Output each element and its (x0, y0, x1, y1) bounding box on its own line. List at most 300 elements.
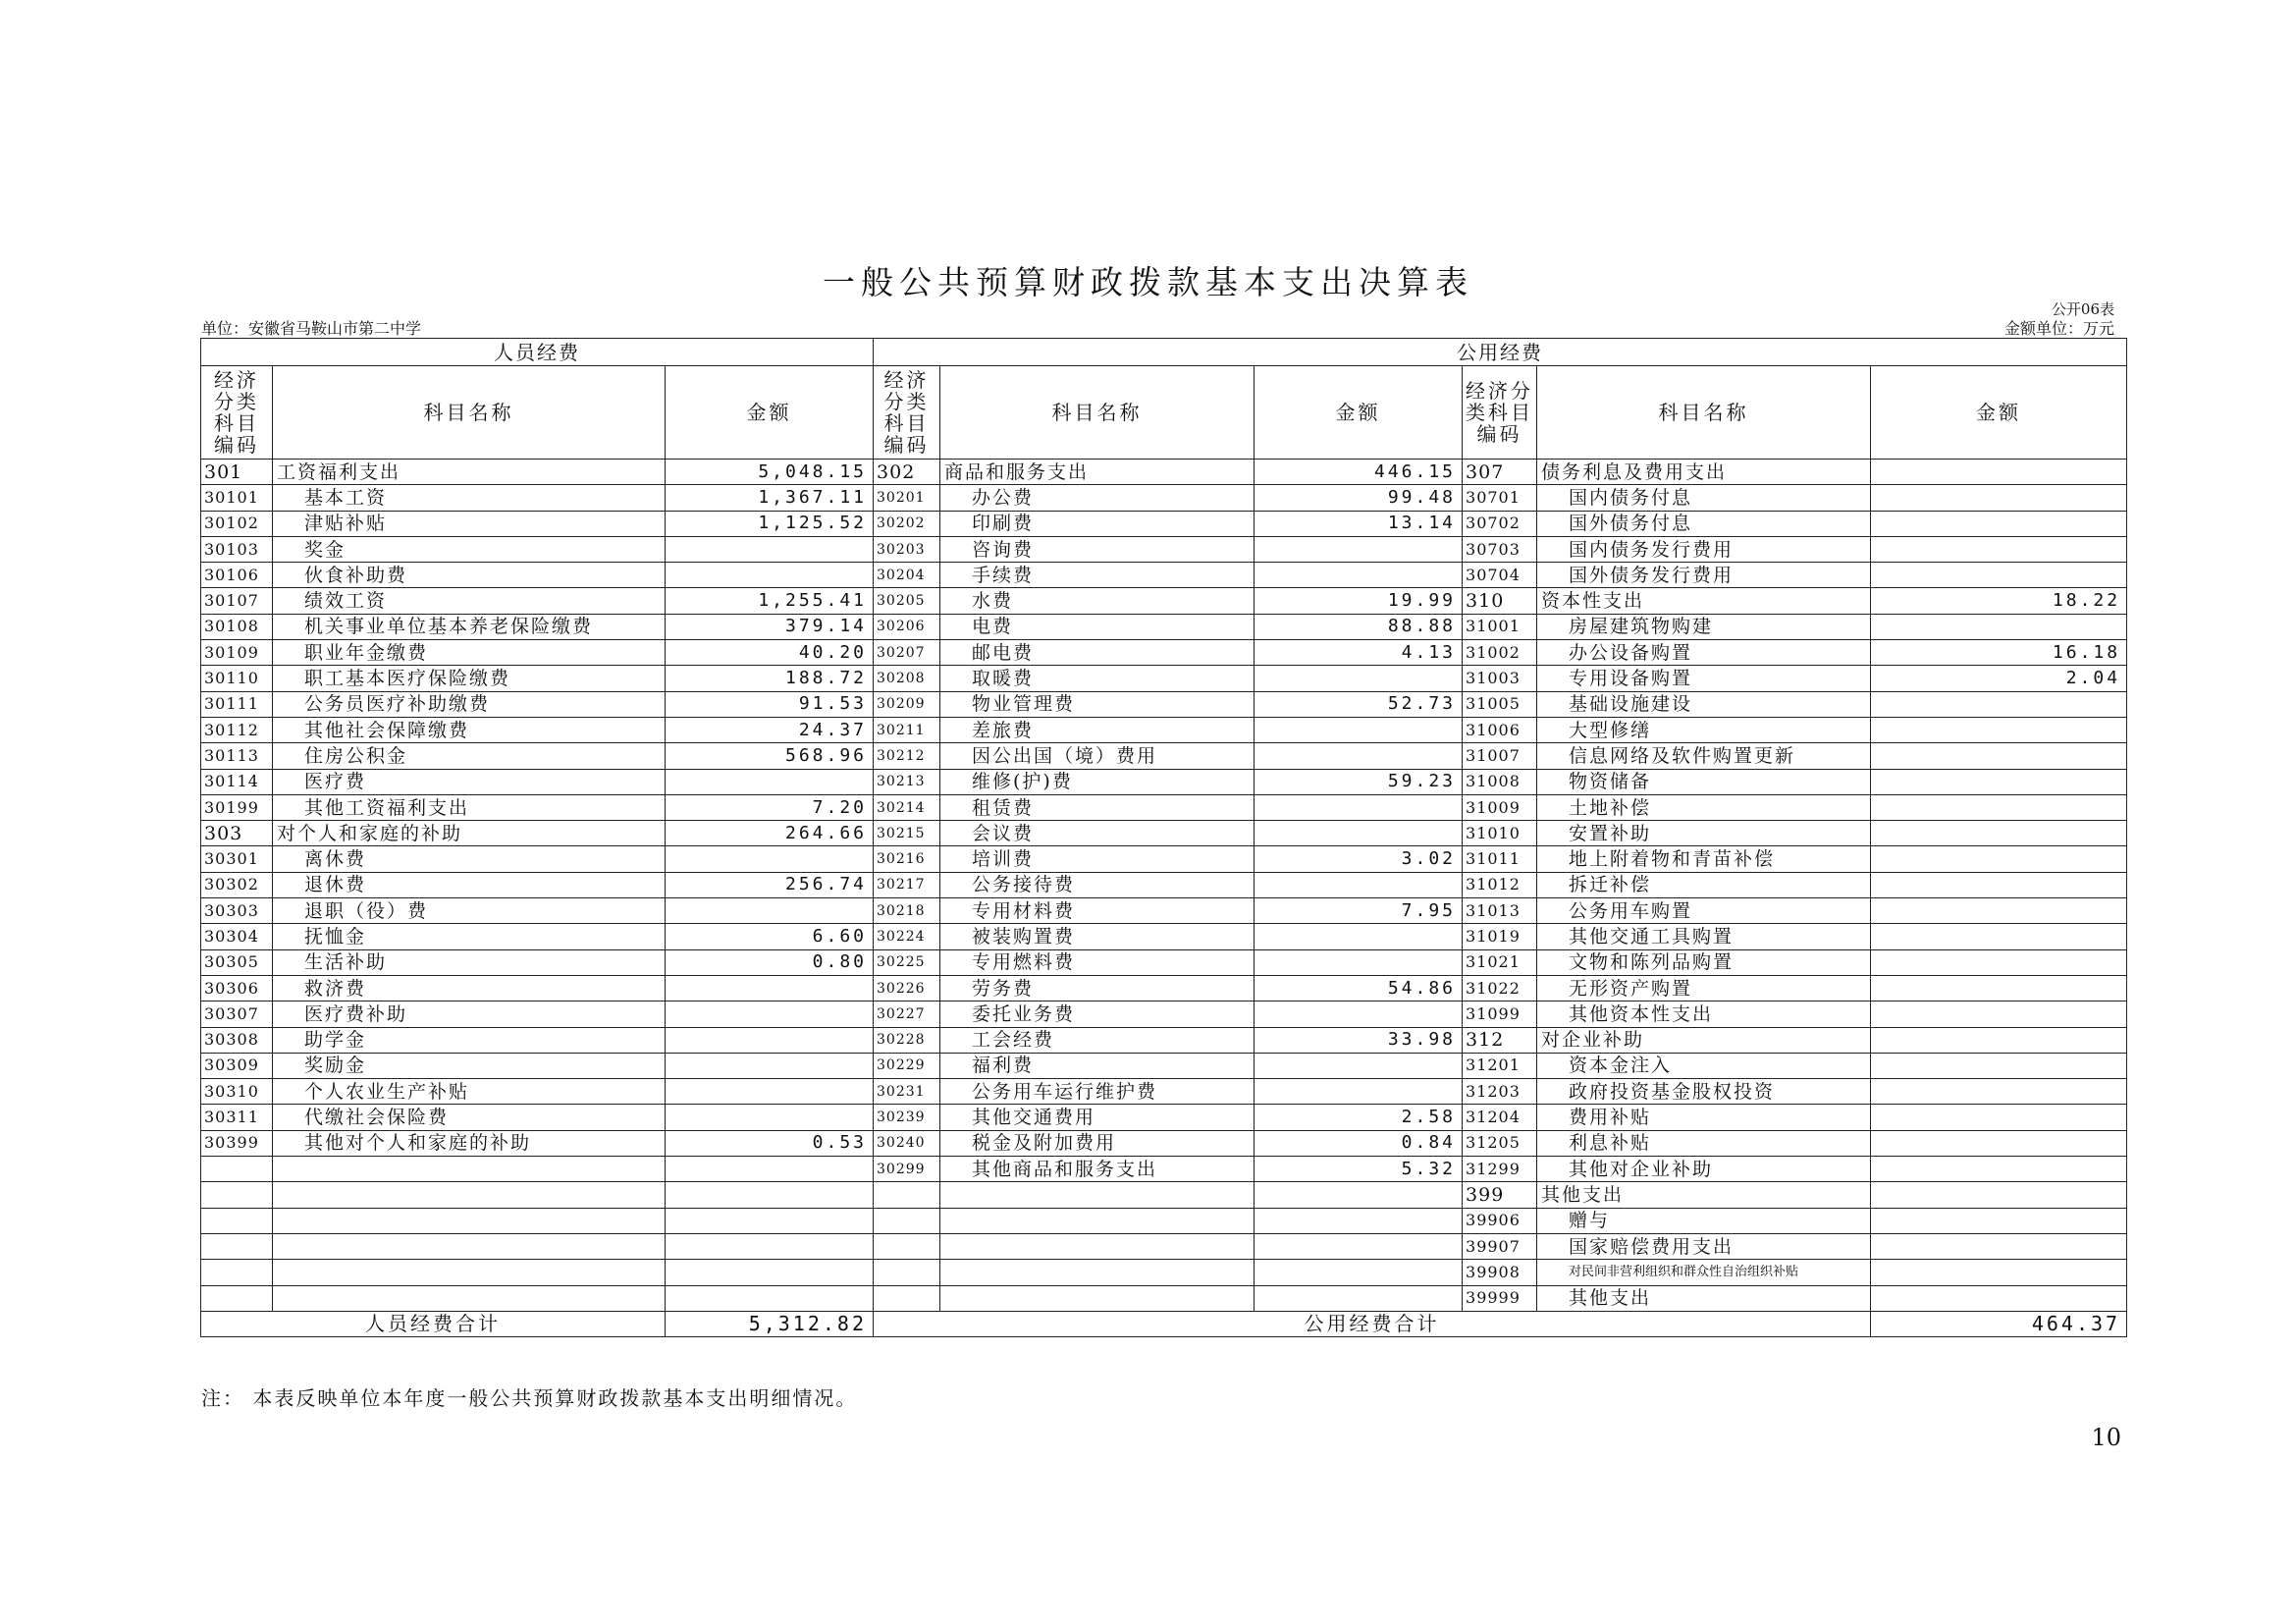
header-amount: 金额 (1255, 366, 1463, 460)
footnote: 注： 本表反映单位本年度一般公共预算财政拨款基本支出明细情况。 (201, 1386, 858, 1410)
personnel-amount-cell: 264.66 (666, 821, 874, 846)
public-name-cell: 邮电费 (940, 640, 1255, 666)
public-amount-cell: 54.86 (1255, 975, 1463, 1001)
personnel-amount-cell (666, 1233, 874, 1259)
personnel-name-cell: 伙食补助费 (273, 563, 666, 588)
other-name-cell: 物资储备 (1537, 769, 1871, 794)
public-name-cell: 会议费 (940, 821, 1255, 846)
personnel-name-cell: 其他社会保障缴费 (273, 717, 666, 742)
personnel-name-cell (273, 1285, 666, 1311)
public-name-cell: 工会经费 (940, 1027, 1255, 1053)
other-name-cell: 其他支出 (1537, 1285, 1871, 1311)
personnel-name-cell (273, 1157, 666, 1182)
personnel-amount-cell: 1,125.52 (666, 511, 874, 536)
personnel-name-cell: 抚恤金 (273, 924, 666, 949)
personnel-code-cell: 30103 (201, 536, 273, 562)
personnel-name-cell: 医疗费补助 (273, 1001, 666, 1027)
personnel-code-cell: 30302 (201, 872, 273, 897)
other-code-cell: 39907 (1463, 1233, 1537, 1259)
other-name-cell: 国外债务付息 (1537, 511, 1871, 536)
personnel-name-cell (273, 1208, 666, 1233)
personnel-amount-cell: 0.53 (666, 1130, 874, 1156)
public-amount-cell (1255, 563, 1463, 588)
personnel-amount-cell: 1,367.11 (666, 485, 874, 511)
public-code-cell: 30207 (874, 640, 940, 666)
other-amount-cell (1871, 460, 2127, 485)
public-code-cell: 30205 (874, 588, 940, 614)
public-code-cell: 30209 (874, 691, 940, 717)
personnel-code-cell: 30305 (201, 949, 273, 975)
public-code-cell: 30229 (874, 1053, 940, 1078)
personnel-name-cell: 公务员医疗补助缴费 (273, 691, 666, 717)
public-amount-cell: 3.02 (1255, 846, 1463, 872)
other-code-cell: 31299 (1463, 1157, 1537, 1182)
personnel-code-cell: 303 (201, 821, 273, 846)
table-row (201, 1027, 2127, 1053)
personnel-amount-cell (666, 563, 874, 588)
personnel-amount-cell (666, 1001, 874, 1027)
personnel-name-cell (273, 1182, 666, 1208)
other-name-cell: 专用设备购置 (1537, 666, 1871, 691)
personnel-code-cell: 30106 (201, 563, 273, 588)
other-code-cell: 39906 (1463, 1208, 1537, 1233)
other-code-cell: 31010 (1463, 821, 1537, 846)
personnel-code-cell: 30111 (201, 691, 273, 717)
other-amount-cell (1871, 511, 2127, 536)
personnel-amount-cell (666, 1285, 874, 1311)
other-code-cell: 312 (1463, 1027, 1537, 1053)
personnel-code-cell (201, 1208, 273, 1233)
public-code-cell: 30215 (874, 821, 940, 846)
other-amount-cell (1871, 872, 2127, 897)
table-row (201, 949, 2127, 975)
table-row (201, 614, 2127, 639)
other-code-cell: 31203 (1463, 1079, 1537, 1105)
public-name-cell: 手续费 (940, 563, 1255, 588)
public-name-cell: 其他交通费用 (940, 1105, 1255, 1130)
public-amount-cell: 7.95 (1255, 898, 1463, 924)
personnel-code-cell: 30399 (201, 1130, 273, 1156)
public-name-cell: 物业管理费 (940, 691, 1255, 717)
other-code-cell: 31205 (1463, 1130, 1537, 1156)
public-amount-cell (1255, 794, 1463, 820)
header-code: 经济分类科目编码 (874, 366, 940, 460)
personnel-amount-cell: 379.14 (666, 614, 874, 639)
personnel-name-cell: 工资福利支出 (273, 460, 666, 485)
other-name-cell: 拆迁补偿 (1537, 872, 1871, 897)
table-row (201, 1285, 2127, 1311)
other-code-cell: 399 (1463, 1182, 1537, 1208)
personnel-name-cell: 职工基本医疗保险缴费 (273, 666, 666, 691)
table-row (201, 717, 2127, 742)
public-name-cell (940, 1208, 1255, 1233)
public-amount-cell: 13.14 (1255, 511, 1463, 536)
other-name-cell: 土地补偿 (1537, 794, 1871, 820)
header-name: 科目名称 (940, 366, 1255, 460)
other-name-cell: 办公设备购置 (1537, 640, 1871, 666)
other-name-cell: 资本金注入 (1537, 1053, 1871, 1078)
personnel-code-cell: 30114 (201, 769, 273, 794)
personnel-code-cell (201, 1260, 273, 1285)
public-amount-cell (1255, 821, 1463, 846)
other-amount-cell: 18.22 (1871, 588, 2127, 614)
public-amount-cell (1255, 666, 1463, 691)
other-amount-cell (1871, 614, 2127, 639)
form-number: 公开06表 (2051, 300, 2114, 318)
public-code-cell (874, 1285, 940, 1311)
other-name-cell: 其他交通工具购置 (1537, 924, 1871, 949)
public-name-cell: 租赁费 (940, 794, 1255, 820)
other-name-cell: 基础设施建设 (1537, 691, 1871, 717)
other-code-cell: 31005 (1463, 691, 1537, 717)
public-amount-cell: 19.99 (1255, 588, 1463, 614)
personnel-name-cell: 对个人和家庭的补助 (273, 821, 666, 846)
public-code-cell: 30213 (874, 769, 940, 794)
public-code-cell: 30212 (874, 743, 940, 769)
public-code-cell (874, 1182, 940, 1208)
public-name-cell: 差旅费 (940, 717, 1255, 742)
header-amount: 金额 (666, 366, 874, 460)
public-name-cell: 水费 (940, 588, 1255, 614)
public-code-cell: 30226 (874, 975, 940, 1001)
table-row (201, 794, 2127, 820)
personnel-amount-cell: 91.53 (666, 691, 874, 717)
public-name-cell (940, 1182, 1255, 1208)
section-personnel: 人员经费 (201, 339, 874, 366)
other-amount-cell (1871, 1233, 2127, 1259)
public-name-cell: 其他商品和服务支出 (940, 1157, 1255, 1182)
personnel-amount-cell (666, 1260, 874, 1285)
public-amount-cell: 446.15 (1255, 460, 1463, 485)
personnel-amount-cell (666, 1053, 874, 1078)
other-name-cell: 国内债务付息 (1537, 485, 1871, 511)
other-code-cell: 31019 (1463, 924, 1537, 949)
table-row (201, 563, 2127, 588)
other-name-cell: 国家赔偿费用支出 (1537, 1233, 1871, 1259)
personnel-name-cell: 绩效工资 (273, 588, 666, 614)
public-name-cell: 咨询费 (940, 536, 1255, 562)
section-public: 公用经费 (874, 339, 2127, 366)
other-amount-cell (1871, 898, 2127, 924)
personnel-amount-cell (666, 846, 874, 872)
public-amount-cell: 52.73 (1255, 691, 1463, 717)
public-amount-cell (1255, 924, 1463, 949)
public-code-cell: 30225 (874, 949, 940, 975)
public-name-cell: 办公费 (940, 485, 1255, 511)
public-amount-cell: 88.88 (1255, 614, 1463, 639)
public-code-cell (874, 1208, 940, 1233)
other-code-cell: 30701 (1463, 485, 1537, 511)
budget-table (200, 338, 2127, 1337)
other-code-cell: 31022 (1463, 975, 1537, 1001)
other-name-cell: 其他支出 (1537, 1182, 1871, 1208)
other-amount-cell (1871, 821, 2127, 846)
other-amount-cell (1871, 563, 2127, 588)
other-amount-cell (1871, 1027, 2127, 1053)
personnel-code-cell: 30113 (201, 743, 273, 769)
personnel-amount-cell (666, 769, 874, 794)
personnel-amount-cell: 40.20 (666, 640, 874, 666)
other-code-cell: 30702 (1463, 511, 1537, 536)
public-amount-cell (1255, 536, 1463, 562)
public-amount-cell: 99.48 (1255, 485, 1463, 511)
table-row (201, 511, 2127, 536)
public-amount-cell (1255, 1260, 1463, 1285)
public-amount-cell (1255, 1182, 1463, 1208)
personnel-code-cell: 30112 (201, 717, 273, 742)
other-code-cell: 31011 (1463, 846, 1537, 872)
personnel-name-cell: 职业年金缴费 (273, 640, 666, 666)
personnel-name-cell: 退休费 (273, 872, 666, 897)
header-code: 经济分类科目编码 (201, 366, 273, 460)
other-amount-cell (1871, 1285, 2127, 1311)
other-name-cell: 利息补贴 (1537, 1130, 1871, 1156)
public-code-cell: 302 (874, 460, 940, 485)
personnel-name-cell: 住房公积金 (273, 743, 666, 769)
public-code-cell: 30202 (874, 511, 940, 536)
personnel-code-cell: 30309 (201, 1053, 273, 1078)
public-code-cell: 30216 (874, 846, 940, 872)
other-name-cell: 信息网络及软件购置更新 (1537, 743, 1871, 769)
public-name-cell: 劳务费 (940, 975, 1255, 1001)
public-amount-cell (1255, 872, 1463, 897)
personnel-code-cell: 30307 (201, 1001, 273, 1027)
personnel-name-cell (273, 1233, 666, 1259)
personnel-code-cell: 30304 (201, 924, 273, 949)
table-row (201, 743, 2127, 769)
personnel-name-cell (273, 1260, 666, 1285)
other-amount-cell (1871, 1130, 2127, 1156)
personnel-amount-cell: 24.37 (666, 717, 874, 742)
table-row (201, 1208, 2127, 1233)
personnel-code-cell: 30101 (201, 485, 273, 511)
header-name: 科目名称 (273, 366, 666, 460)
personnel-name-cell: 退职（役）费 (273, 898, 666, 924)
other-name-cell: 对民间非营利组织和群众性自治组织补贴 (1537, 1260, 1871, 1285)
other-code-cell: 31021 (1463, 949, 1537, 975)
table-row (201, 769, 2127, 794)
personnel-amount-cell (666, 1208, 874, 1233)
public-amount-cell (1255, 1233, 1463, 1259)
other-code-cell: 30703 (1463, 536, 1537, 562)
public-name-cell: 委托业务费 (940, 1001, 1255, 1027)
other-code-cell: 31002 (1463, 640, 1537, 666)
personnel-amount-cell (666, 975, 874, 1001)
public-amount-cell: 0.84 (1255, 1130, 1463, 1156)
table-row (201, 821, 2127, 846)
other-code-cell: 31003 (1463, 666, 1537, 691)
public-amount-cell (1255, 949, 1463, 975)
table-row (201, 1182, 2127, 1208)
other-name-cell: 其他资本性支出 (1537, 1001, 1871, 1027)
public-code-cell: 30211 (874, 717, 940, 742)
public-amount-cell: 5.32 (1255, 1157, 1463, 1182)
public-code-cell: 30214 (874, 794, 940, 820)
header-code: 经济分类科目编码 (1463, 366, 1537, 460)
public-total-amount: 464.37 (1871, 1311, 2127, 1336)
public-name-cell: 维修(护)费 (940, 769, 1255, 794)
personnel-amount-cell (666, 898, 874, 924)
personnel-name-cell: 奖励金 (273, 1053, 666, 1078)
other-code-cell: 31007 (1463, 743, 1537, 769)
table-row (201, 1260, 2127, 1285)
personnel-amount-cell (666, 1157, 874, 1182)
other-amount-cell (1871, 1157, 2127, 1182)
public-code-cell: 30201 (874, 485, 940, 511)
personnel-code-cell: 301 (201, 460, 273, 485)
other-amount-cell (1871, 717, 2127, 742)
public-name-cell: 福利费 (940, 1053, 1255, 1078)
public-code-cell (874, 1233, 940, 1259)
table-row (201, 691, 2127, 717)
table-row (201, 1079, 2127, 1105)
other-name-cell: 国内债务发行费用 (1537, 536, 1871, 562)
other-name-cell: 费用补贴 (1537, 1105, 1871, 1130)
table-row (201, 1105, 2127, 1130)
other-amount-cell (1871, 1053, 2127, 1078)
other-name-cell: 资本性支出 (1537, 588, 1871, 614)
public-amount-cell (1255, 1285, 1463, 1311)
table-row (201, 666, 2127, 691)
other-name-cell: 文物和陈列品购置 (1537, 949, 1871, 975)
table-row (201, 1130, 2127, 1156)
other-amount-cell (1871, 1182, 2127, 1208)
personnel-amount-cell: 1,255.41 (666, 588, 874, 614)
other-name-cell: 地上附着物和青苗补偿 (1537, 846, 1871, 872)
personnel-name-cell: 助学金 (273, 1027, 666, 1053)
other-amount-cell (1871, 1260, 2127, 1285)
public-name-cell: 因公出国（境）费用 (940, 743, 1255, 769)
other-code-cell: 39999 (1463, 1285, 1537, 1311)
public-name-cell: 电费 (940, 614, 1255, 639)
personnel-name-cell: 个人农业生产补贴 (273, 1079, 666, 1105)
personnel-amount-cell (666, 1079, 874, 1105)
unit-label: 单位：安徽省马鞍山市第二中学 (201, 319, 422, 338)
other-name-cell: 对企业补助 (1537, 1027, 1871, 1053)
other-name-cell: 房屋建筑物购建 (1537, 614, 1871, 639)
page-number: 10 (2091, 1424, 2121, 1451)
public-total-label: 公用经费合计 (874, 1311, 1871, 1336)
other-amount-cell (1871, 975, 2127, 1001)
other-code-cell: 39908 (1463, 1260, 1537, 1285)
other-code-cell: 31001 (1463, 614, 1537, 639)
public-amount-cell: 4.13 (1255, 640, 1463, 666)
personnel-amount-cell: 568.96 (666, 743, 874, 769)
header-amount: 金额 (1871, 366, 2127, 460)
other-amount-cell (1871, 1079, 2127, 1105)
public-name-cell: 培训费 (940, 846, 1255, 872)
other-code-cell: 31012 (1463, 872, 1537, 897)
personnel-code-cell: 30199 (201, 794, 273, 820)
personnel-amount-cell: 6.60 (666, 924, 874, 949)
other-code-cell: 31013 (1463, 898, 1537, 924)
other-name-cell: 公务用车购置 (1537, 898, 1871, 924)
personnel-code-cell: 30102 (201, 511, 273, 536)
personnel-name-cell: 其他对个人和家庭的补助 (273, 1130, 666, 1156)
other-name-cell: 赠与 (1537, 1208, 1871, 1233)
other-amount-cell: 2.04 (1871, 666, 2127, 691)
public-code-cell: 30217 (874, 872, 940, 897)
public-code-cell (874, 1260, 940, 1285)
personnel-amount-cell: 256.74 (666, 872, 874, 897)
other-amount-cell (1871, 1001, 2127, 1027)
personnel-code-cell (201, 1157, 273, 1182)
public-name-cell (940, 1260, 1255, 1285)
public-code-cell: 30231 (874, 1079, 940, 1105)
personnel-name-cell: 机关事业单位基本养老保险缴费 (273, 614, 666, 639)
table-row (201, 1053, 2127, 1078)
personnel-code-cell: 30301 (201, 846, 273, 872)
table-row (201, 536, 2127, 562)
personnel-amount-cell (666, 536, 874, 562)
other-name-cell: 债务利息及费用支出 (1537, 460, 1871, 485)
other-amount-cell (1871, 1208, 2127, 1233)
public-code-cell: 30224 (874, 924, 940, 949)
public-name-cell: 税金及附加费用 (940, 1130, 1255, 1156)
public-code-cell: 30227 (874, 1001, 940, 1027)
personnel-amount-cell: 5,048.15 (666, 460, 874, 485)
header-name: 科目名称 (1537, 366, 1871, 460)
table-row (201, 485, 2127, 511)
personnel-code-cell (201, 1182, 273, 1208)
table-row (201, 640, 2127, 666)
personnel-code-cell (201, 1233, 273, 1259)
other-code-cell: 31009 (1463, 794, 1537, 820)
table-row (201, 1157, 2127, 1182)
public-code-cell: 30299 (874, 1157, 940, 1182)
table-row (201, 846, 2127, 872)
personnel-code-cell: 30303 (201, 898, 273, 924)
personnel-name-cell: 奖金 (273, 536, 666, 562)
public-code-cell: 30218 (874, 898, 940, 924)
public-amount-cell (1255, 1001, 1463, 1027)
personnel-code-cell: 30308 (201, 1027, 273, 1053)
other-amount-cell (1871, 1105, 2127, 1130)
personnel-amount-cell: 0.80 (666, 949, 874, 975)
personnel-code-cell: 30109 (201, 640, 273, 666)
public-name-cell: 公务接待费 (940, 872, 1255, 897)
table-row (201, 975, 2127, 1001)
personnel-name-cell: 救济费 (273, 975, 666, 1001)
table-row (201, 924, 2127, 949)
public-code-cell: 30228 (874, 1027, 940, 1053)
personnel-name-cell: 医疗费 (273, 769, 666, 794)
amount-unit-label: 金额单位：万元 (2003, 319, 2114, 338)
public-amount-cell: 33.98 (1255, 1027, 1463, 1053)
personnel-name-cell: 津贴补贴 (273, 511, 666, 536)
public-name-cell: 专用燃料费 (940, 949, 1255, 975)
public-name-cell (940, 1285, 1255, 1311)
personnel-name-cell: 离休费 (273, 846, 666, 872)
other-amount-cell (1871, 743, 2127, 769)
other-amount-cell (1871, 846, 2127, 872)
public-amount-cell: 59.23 (1255, 769, 1463, 794)
personnel-total-label: 人员经费合计 (201, 1311, 666, 1336)
personnel-code-cell: 30107 (201, 588, 273, 614)
personnel-amount-cell: 7.20 (666, 794, 874, 820)
other-name-cell: 国外债务发行费用 (1537, 563, 1871, 588)
public-name-cell: 取暖费 (940, 666, 1255, 691)
personnel-code-cell (201, 1285, 273, 1311)
other-amount-cell (1871, 536, 2127, 562)
personnel-name-cell: 其他工资福利支出 (273, 794, 666, 820)
public-code-cell: 30204 (874, 563, 940, 588)
public-amount-cell (1255, 1079, 1463, 1105)
personnel-amount-cell: 188.72 (666, 666, 874, 691)
public-amount-cell (1255, 743, 1463, 769)
public-amount-cell (1255, 717, 1463, 742)
public-amount-cell (1255, 1208, 1463, 1233)
